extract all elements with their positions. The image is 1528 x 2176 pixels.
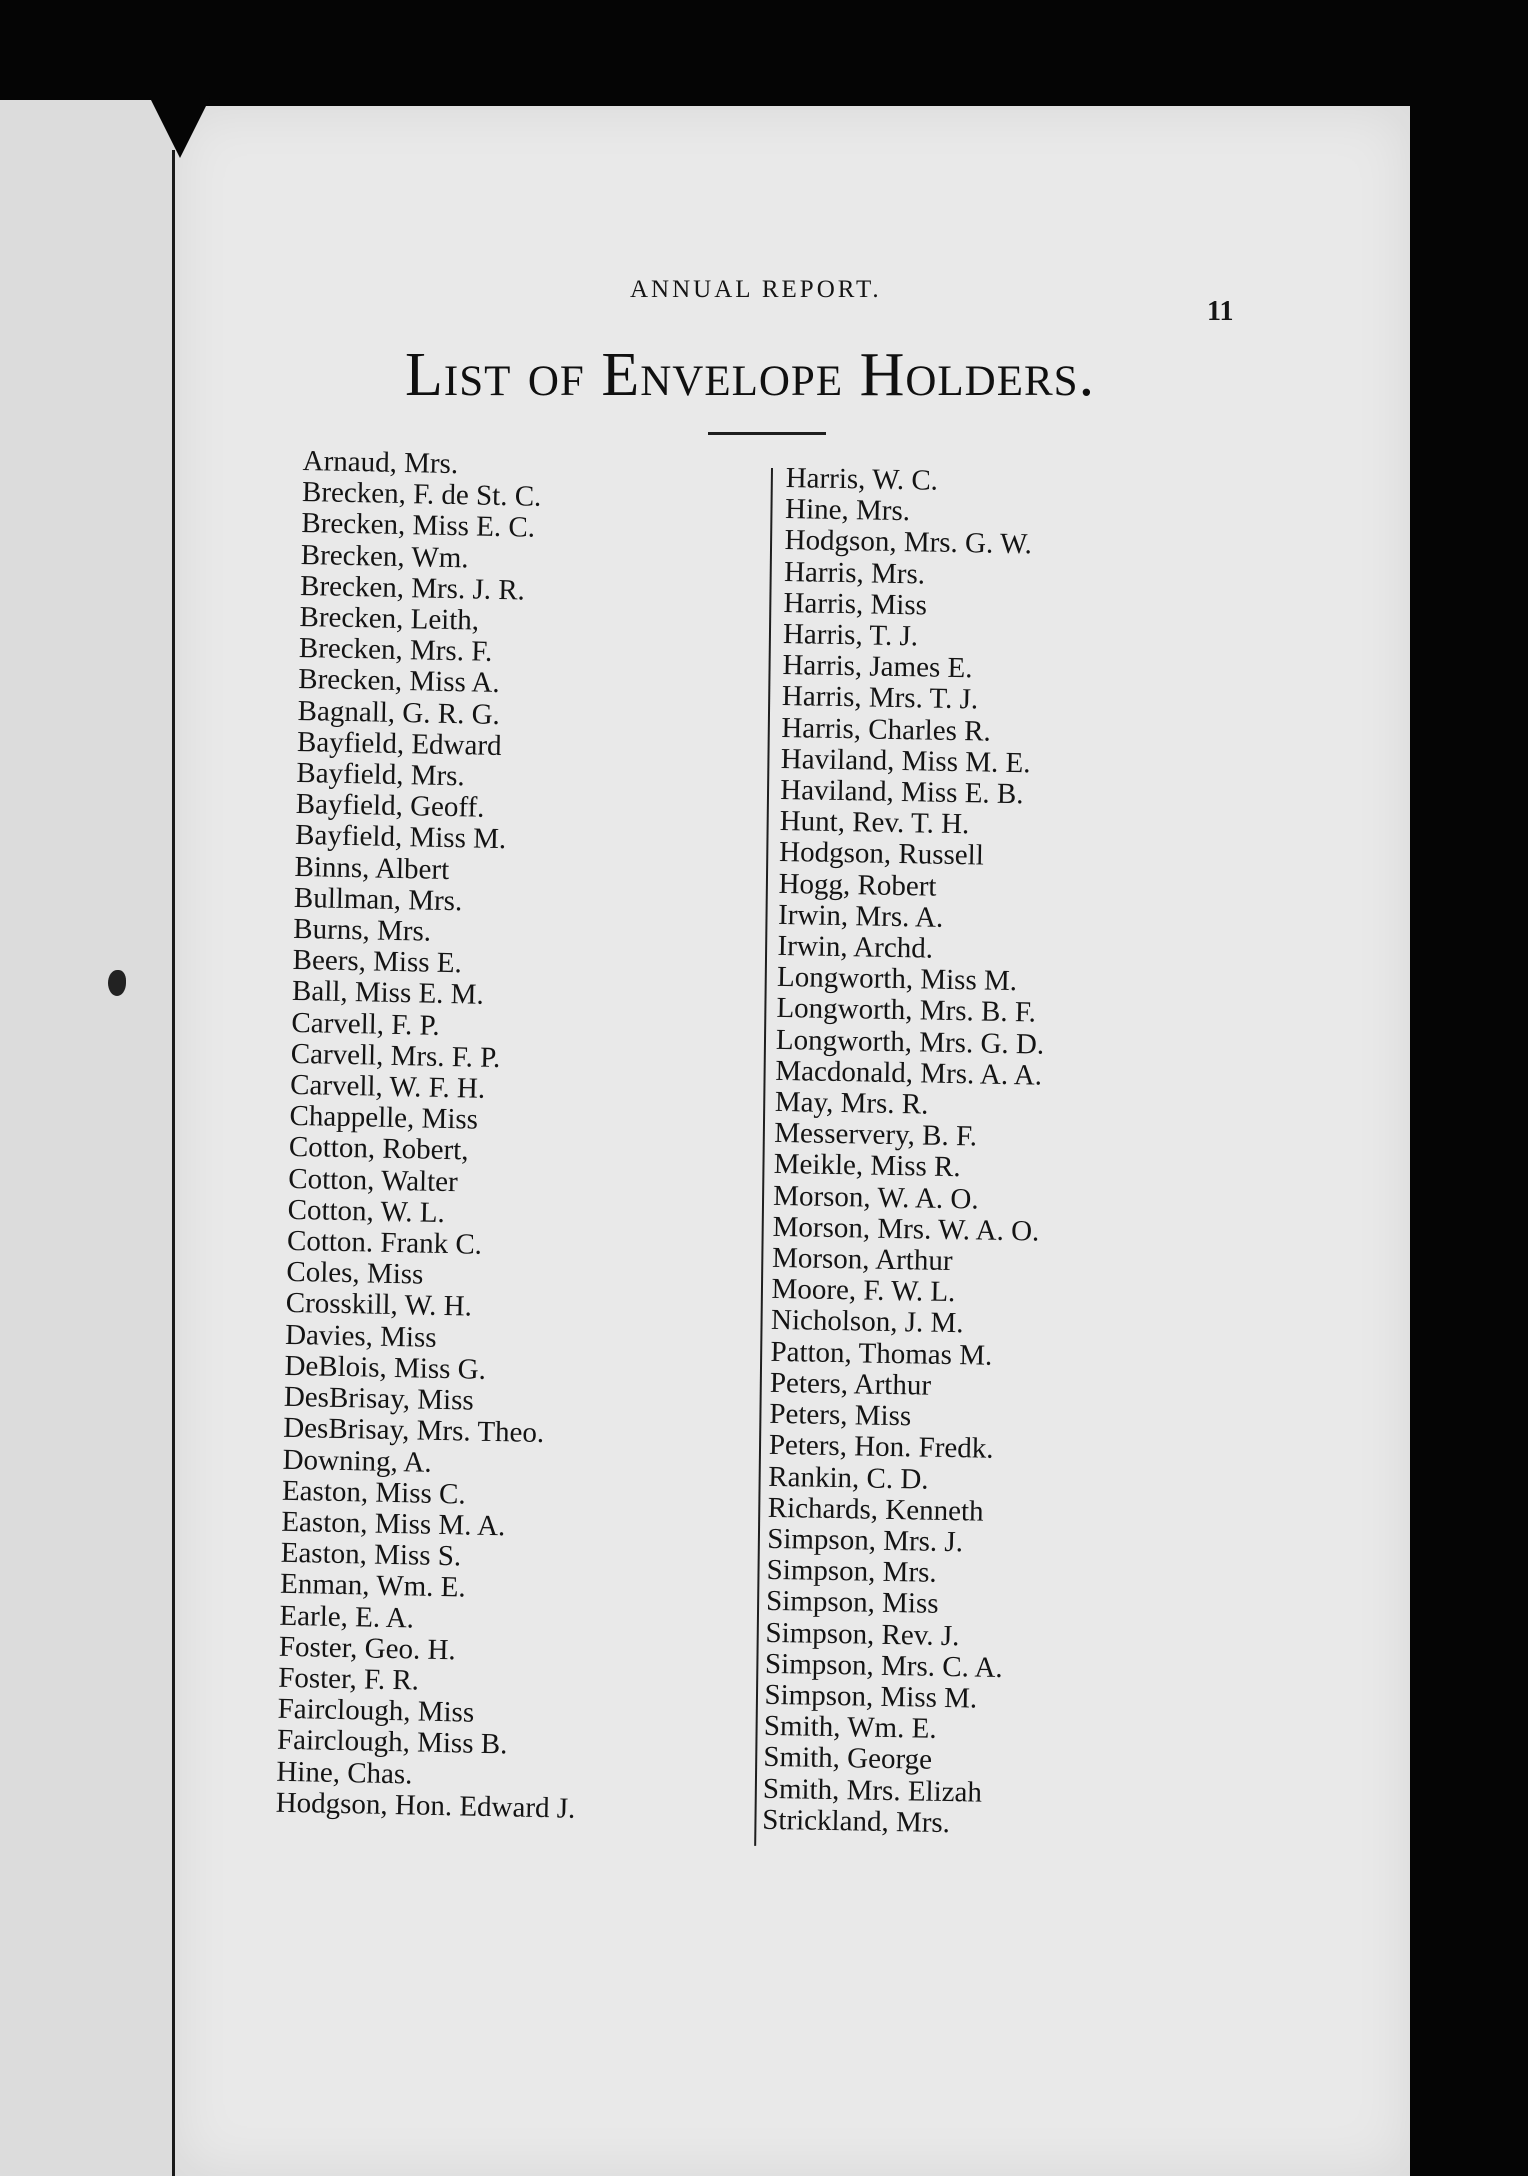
- holder-name: Brecken, Miss E. C.: [301, 507, 536, 545]
- holder-name: Longworth, Mrs. B. F.: [776, 992, 1037, 1029]
- holder-name: Peters, Arthur: [769, 1366, 932, 1402]
- holder-name: Beers, Miss E.: [292, 944, 463, 980]
- holder-name: Cotton, W. L.: [287, 1193, 446, 1229]
- holder-name: Hodgson, Russell: [778, 836, 985, 872]
- page-number: 11: [1207, 296, 1234, 327]
- ink-blot: [108, 970, 126, 996]
- holder-name: Fairclough, Miss: [277, 1692, 475, 1729]
- holder-name: Carvell, W. F. H.: [289, 1068, 486, 1105]
- holder-name: DesBrisay, Mrs. Theo.: [282, 1412, 545, 1450]
- holder-name: Harris, W. C.: [785, 462, 939, 497]
- holder-name: Peters, Hon. Fredk.: [768, 1429, 994, 1466]
- holder-name: Morson, Arthur: [771, 1241, 953, 1278]
- holder-name: Brecken, Wm.: [300, 538, 469, 574]
- holder-name: Hine, Mrs.: [784, 493, 911, 528]
- holder-name: Morson, Mrs. W. A. O.: [772, 1210, 1040, 1248]
- holder-name: Strickland, Mrs.: [762, 1803, 951, 1839]
- left-name-list: [275, 446, 602, 1825]
- holder-name: Cotton. Frank C.: [286, 1224, 483, 1261]
- holder-name: Binns, Albert: [294, 850, 450, 886]
- holder-name: Simpson, Mrs. C. A.: [764, 1647, 1003, 1684]
- holder-name: Harris, James E.: [782, 649, 973, 685]
- holder-name: Davies, Miss: [284, 1318, 437, 1354]
- holder-name: Brecken, F. de St. C.: [301, 476, 542, 513]
- holder-name: Longworth, Mrs. G. D.: [775, 1023, 1045, 1061]
- holder-name: DesBrisay, Miss: [283, 1380, 475, 1417]
- holder-name: Richards, Kenneth: [767, 1491, 984, 1528]
- holder-name: Harris, T. J.: [782, 617, 919, 653]
- holder-name: Hine, Chas.: [276, 1755, 413, 1790]
- holder-name: Longworth, Miss M.: [776, 961, 1018, 998]
- holder-name: Simpson, Miss: [765, 1585, 939, 1621]
- holder-name: Bagnall, G. R. G.: [297, 694, 501, 731]
- holder-name: Ball, Miss E. M.: [291, 975, 485, 1012]
- holder-name: Enman, Wm. E.: [279, 1568, 466, 1604]
- holder-name: Brecken, Mrs. J. R.: [299, 569, 526, 607]
- holder-name: Downing, A.: [282, 1443, 432, 1479]
- holder-name: Fairclough, Miss B.: [276, 1724, 508, 1761]
- holder-name: Hogg, Robert: [778, 867, 937, 903]
- holder-name: Smith, Wm. E.: [763, 1709, 937, 1745]
- holder-name: Cotton, Robert,: [288, 1131, 469, 1167]
- holder-name: Easton, Miss C.: [281, 1474, 467, 1511]
- holder-name: Brecken, Leith,: [299, 600, 480, 637]
- facing-page-edge: [0, 100, 175, 2176]
- holder-name: Arnaud, Mrs.: [302, 445, 459, 481]
- holder-name: May, Mrs. R.: [774, 1085, 929, 1121]
- holder-name: Burns, Mrs.: [292, 912, 432, 948]
- running-head: ANNUAL REPORT.: [630, 276, 882, 303]
- holder-name: Meikle, Miss R.: [773, 1148, 961, 1184]
- holder-name: Harris, Mrs.: [783, 555, 926, 591]
- holder-name: Easton, Miss S.: [280, 1536, 462, 1573]
- holder-name: Smith, George: [763, 1741, 933, 1777]
- binding-notch: [150, 98, 210, 158]
- page-title: List of Envelope Holders.: [405, 341, 1096, 409]
- holder-name: Harris, Charles R.: [781, 711, 992, 748]
- holder-name: Moore, F. W. L.: [771, 1273, 956, 1309]
- holder-name: Messervery, B. F.: [774, 1117, 978, 1153]
- holder-name: Brecken, Miss A.: [297, 663, 500, 700]
- holder-name: Easton, Miss M. A.: [281, 1505, 506, 1543]
- holder-name: Crosskill, W. H.: [285, 1287, 473, 1324]
- holder-name: Earle, E. A.: [279, 1599, 415, 1634]
- holder-name: Simpson, Mrs.: [766, 1553, 937, 1589]
- holder-name: Simpson, Rev. J.: [765, 1616, 960, 1652]
- holder-name: Morson, W. A. O.: [772, 1179, 979, 1216]
- holder-name: Rankin, C. D.: [768, 1460, 929, 1496]
- holder-name: Bayfield, Miss M.: [294, 819, 507, 856]
- holder-name: Brecken, Mrs. F.: [298, 632, 493, 669]
- holder-name: Haviland, Miss E. B.: [780, 773, 1024, 811]
- holder-name: Bayfield, Edward: [296, 725, 502, 762]
- holder-name: Carvell, Mrs. F. P.: [290, 1037, 501, 1074]
- holder-name: Nicholson, J. M.: [770, 1304, 964, 1340]
- holder-name: Simpson, Miss M.: [764, 1678, 978, 1715]
- holder-name: Haviland, Miss M. E.: [780, 742, 1031, 780]
- holder-name: Simpson, Mrs. J.: [766, 1522, 964, 1559]
- holder-name: DeBlois, Miss G.: [284, 1349, 487, 1386]
- holder-name: Hunt, Rev. T. H.: [779, 805, 970, 841]
- holder-name: Hodgson, Hon. Edward J.: [275, 1786, 576, 1825]
- holder-name: Hodgson, Mrs. G. W.: [784, 524, 1033, 561]
- right-name-list: [762, 463, 1054, 1840]
- holder-name: Irwin, Archd.: [777, 929, 934, 965]
- holder-name: Carvell, F. P.: [291, 1006, 441, 1042]
- holder-name: Peters, Miss: [769, 1397, 912, 1433]
- holder-name: Bayfield, Mrs.: [296, 756, 466, 793]
- holder-name: Irwin, Mrs. A.: [777, 898, 944, 934]
- holder-name: Macdonald, Mrs. A. A.: [775, 1054, 1043, 1092]
- holder-name: Foster, Geo. H.: [278, 1630, 457, 1667]
- holder-name: Harris, Miss: [783, 586, 928, 622]
- holder-name: Harris, Mrs. T. J.: [781, 680, 979, 716]
- holder-name: Cotton, Walter: [287, 1162, 459, 1198]
- holder-name: Coles, Miss: [286, 1256, 424, 1291]
- holder-name: Bullman, Mrs.: [293, 881, 463, 918]
- holder-name: Chappelle, Miss: [289, 1100, 479, 1136]
- holder-name: Bayfield, Geoff.: [295, 788, 485, 824]
- holder-name: Patton, Thomas M.: [770, 1335, 993, 1372]
- title-rule: [708, 432, 826, 435]
- holder-name: Foster, F. R.: [277, 1661, 420, 1697]
- holder-name: Smith, Mrs. Elizah: [762, 1772, 983, 1809]
